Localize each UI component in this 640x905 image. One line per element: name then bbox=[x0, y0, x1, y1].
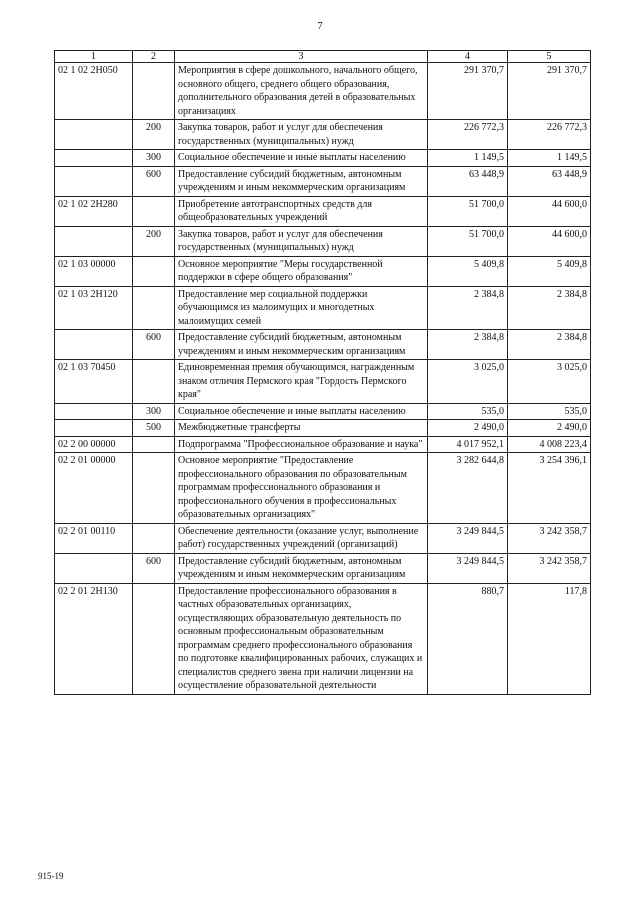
cell-expense-type: 600 bbox=[133, 330, 175, 360]
cell-amount-col5: 2 384,8 bbox=[508, 286, 591, 330]
cell-expense-type bbox=[133, 286, 175, 330]
cell-expense-type bbox=[133, 196, 175, 226]
header-col-3: 3 bbox=[175, 51, 428, 63]
cell-description: Предоставление субсидий бюджетным, автономным учреждениям и иным некоммерческим организациям bbox=[175, 330, 428, 360]
header-col-5: 5 bbox=[508, 51, 591, 63]
cell-description: Единовременная премия обучающимся, награжденным знаком отличия Пермского края "Гордость Пермского края" bbox=[175, 360, 428, 404]
cell-amount-col5: 535,0 bbox=[508, 403, 591, 420]
table-row bbox=[55, 403, 591, 420]
cell-amount-col4: 51 700,0 bbox=[428, 226, 508, 256]
cell-code: 02 1 03 2Н120 bbox=[55, 286, 133, 330]
cell-expense-type: 300 bbox=[133, 150, 175, 167]
cell-amount-col4: 3 249 844,5 bbox=[428, 553, 508, 583]
header-col-2: 2 bbox=[133, 51, 175, 63]
cell-amount-col5: 3 242 358,7 bbox=[508, 523, 591, 553]
cell-expense-type bbox=[133, 256, 175, 286]
cell-expense-type: 600 bbox=[133, 553, 175, 583]
cell-code: 02 1 02 2Н050 bbox=[55, 63, 133, 120]
cell-code bbox=[55, 403, 133, 420]
cell-amount-col4: 2 384,8 bbox=[428, 286, 508, 330]
cell-description: Основное мероприятие "Предоставление профессионального образования по образовательным программам профессионального образования и профессионального обучения в профессиональных образовательных организациях" bbox=[175, 453, 428, 524]
cell-description: Предоставление субсидий бюджетным, автономным учреждениям и иным некоммерческим организациям bbox=[175, 553, 428, 583]
header-col-4: 4 bbox=[428, 51, 508, 63]
cell-description: Межбюджетные трансферты bbox=[175, 420, 428, 437]
cell-amount-col5: 291 370,7 bbox=[508, 63, 591, 120]
cell-description: Закупка товаров, работ и услуг для обеспечения государственных (муниципальных) нужд bbox=[175, 226, 428, 256]
cell-amount-col5: 3 254 396,1 bbox=[508, 453, 591, 524]
cell-amount-col5: 63 448,9 bbox=[508, 166, 591, 196]
table-row bbox=[55, 286, 591, 330]
table-row bbox=[55, 166, 591, 196]
cell-code: 02 2 01 2Н130 bbox=[55, 583, 133, 694]
cell-expense-type bbox=[133, 523, 175, 553]
cell-code bbox=[55, 420, 133, 437]
cell-expense-type: 200 bbox=[133, 226, 175, 256]
cell-amount-col5: 44 600,0 bbox=[508, 196, 591, 226]
table-row bbox=[55, 453, 591, 524]
table-row bbox=[55, 583, 591, 694]
cell-description: Закупка товаров, работ и услуг для обеспечения государственных (муниципальных) нужд bbox=[175, 120, 428, 150]
cell-code: 02 2 01 00000 bbox=[55, 453, 133, 524]
cell-amount-col4: 4 017 952,1 bbox=[428, 436, 508, 453]
cell-code bbox=[55, 150, 133, 167]
table-row bbox=[55, 330, 591, 360]
cell-code bbox=[55, 120, 133, 150]
cell-amount-col5: 2 384,8 bbox=[508, 330, 591, 360]
cell-amount-col5: 2 490,0 bbox=[508, 420, 591, 437]
table-row bbox=[55, 63, 591, 120]
table-row bbox=[55, 226, 591, 256]
cell-amount-col4: 1 149,5 bbox=[428, 150, 508, 167]
cell-amount-col4: 226 772,3 bbox=[428, 120, 508, 150]
cell-description: Приобретение автотранспортных средств для общеобразовательных учреждений bbox=[175, 196, 428, 226]
cell-code: 02 2 01 00110 bbox=[55, 523, 133, 553]
cell-expense-type bbox=[133, 583, 175, 694]
cell-description: Обеспечение деятельности (оказание услуг, выполнение работ) государственных учреждений (организаций) bbox=[175, 523, 428, 553]
table-row bbox=[55, 523, 591, 553]
budget-table bbox=[54, 50, 591, 695]
cell-amount-col5: 44 600,0 bbox=[508, 226, 591, 256]
cell-code bbox=[55, 226, 133, 256]
cell-amount-col4: 63 448,9 bbox=[428, 166, 508, 196]
footer-code: 915-19 bbox=[38, 871, 64, 881]
table-row bbox=[55, 256, 591, 286]
cell-amount-col5: 5 409,8 bbox=[508, 256, 591, 286]
table-row bbox=[55, 436, 591, 453]
cell-description: Подпрограмма "Профессиональное образование и наука" bbox=[175, 436, 428, 453]
table-row bbox=[55, 120, 591, 150]
page-number: 7 bbox=[317, 20, 323, 32]
cell-description: Социальное обеспечение и иные выплаты населению bbox=[175, 150, 428, 167]
table-row bbox=[55, 150, 591, 167]
cell-expense-type: 300 bbox=[133, 403, 175, 420]
cell-amount-col4: 880,7 bbox=[428, 583, 508, 694]
table-row bbox=[55, 360, 591, 404]
cell-description: Предоставление мер социальной поддержки обучающимся из малоимущих и многодетных малоимущих семей bbox=[175, 286, 428, 330]
table-row bbox=[55, 196, 591, 226]
cell-amount-col4: 535,0 bbox=[428, 403, 508, 420]
cell-description: Основное мероприятие "Меры государственной поддержки в сфере общего образования" bbox=[175, 256, 428, 286]
cell-code bbox=[55, 330, 133, 360]
cell-code: 02 1 03 70450 bbox=[55, 360, 133, 404]
table-row bbox=[55, 553, 591, 583]
cell-amount-col5: 226 772,3 bbox=[508, 120, 591, 150]
cell-expense-type bbox=[133, 436, 175, 453]
cell-amount-col4: 3 249 844,5 bbox=[428, 523, 508, 553]
cell-amount-col5: 117,8 bbox=[508, 583, 591, 694]
cell-expense-type bbox=[133, 453, 175, 524]
cell-amount-col4: 2 490,0 bbox=[428, 420, 508, 437]
cell-expense-type: 200 bbox=[133, 120, 175, 150]
cell-amount-col4: 3 282 644,8 bbox=[428, 453, 508, 524]
cell-code: 02 1 03 00000 bbox=[55, 256, 133, 286]
cell-description: Социальное обеспечение и иные выплаты населению bbox=[175, 403, 428, 420]
table-header-row bbox=[55, 51, 591, 63]
cell-amount-col5: 4 008 223,4 bbox=[508, 436, 591, 453]
cell-amount-col5: 1 149,5 bbox=[508, 150, 591, 167]
cell-expense-type: 600 bbox=[133, 166, 175, 196]
cell-amount-col5: 3 025,0 bbox=[508, 360, 591, 404]
cell-description: Предоставление субсидий бюджетным, автономным учреждениям и иным некоммерческим организациям bbox=[175, 166, 428, 196]
cell-amount-col4: 51 700,0 bbox=[428, 196, 508, 226]
cell-expense-type: 500 bbox=[133, 420, 175, 437]
cell-code bbox=[55, 166, 133, 196]
cell-expense-type bbox=[133, 360, 175, 404]
cell-amount-col4: 5 409,8 bbox=[428, 256, 508, 286]
cell-amount-col4: 2 384,8 bbox=[428, 330, 508, 360]
cell-code: 02 2 00 00000 bbox=[55, 436, 133, 453]
cell-amount-col4: 3 025,0 bbox=[428, 360, 508, 404]
cell-amount-col5: 3 242 358,7 bbox=[508, 553, 591, 583]
cell-code bbox=[55, 553, 133, 583]
cell-code: 02 1 02 2Н280 bbox=[55, 196, 133, 226]
cell-amount-col4: 291 370,7 bbox=[428, 63, 508, 120]
table-row bbox=[55, 420, 591, 437]
cell-description: Предоставление профессионального образования в частных образовательных организациях, осуществляющих образовательную деятельность по основным профессиональным образовательным программам среднего профессионального образования по подготовке квалифицированных рабочих, служащих и специалистов среднего звена при наличии лицензии на осуществление образовательной деятельности bbox=[175, 583, 428, 694]
cell-expense-type bbox=[133, 63, 175, 120]
header-col-1: 1 bbox=[55, 51, 133, 63]
cell-description: Мероприятия в сфере дошкольного, начального общего, основного общего, среднего общего образования, дополнительного образования детей в образовательных организациях bbox=[175, 63, 428, 120]
